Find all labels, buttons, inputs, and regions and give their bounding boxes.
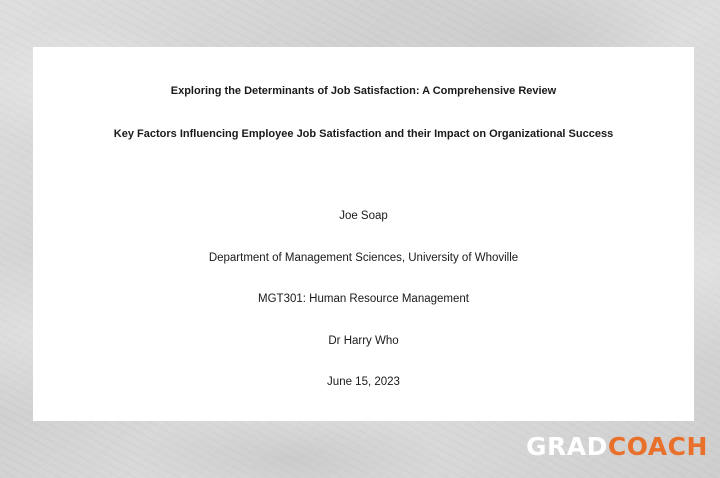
- paper-title: Exploring the Determinants of Job Satisfaction: A Comprehensive Review: [170, 85, 557, 97]
- title-page: [33, 47, 694, 421]
- author-affiliation: Department of Management Sciences, University of Whoville: [208, 252, 519, 264]
- author-name: Joe Soap: [339, 210, 388, 222]
- logo-grad-text: GRAD: [526, 432, 608, 461]
- instructor-name: Dr Harry Who: [328, 335, 399, 347]
- course-name: MGT301: Human Resource Management: [258, 293, 469, 305]
- paper-subtitle: Key Factors Influencing Employee Job Satisfaction and their Impact on Organizational Success: [113, 128, 614, 140]
- gradcoach-logo: [526, 434, 708, 460]
- logo-coach-text: COACH: [607, 432, 708, 461]
- submission-date: June 15, 2023: [327, 376, 400, 388]
